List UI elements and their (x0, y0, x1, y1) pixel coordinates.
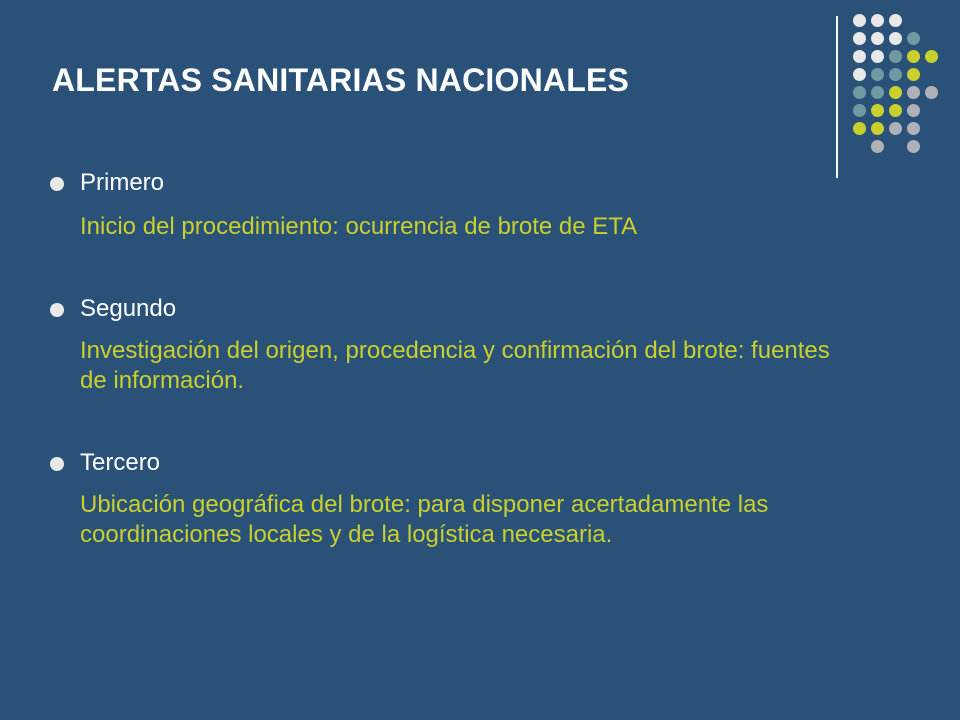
item-heading: Tercero (80, 449, 161, 476)
decorative-dot (871, 50, 884, 63)
decorative-dot (853, 68, 866, 81)
decorative-dot (871, 140, 884, 153)
decorative-dot (925, 50, 938, 63)
decorative-dot (871, 32, 884, 45)
decorative-dot (853, 14, 866, 27)
list-item (46, 448, 846, 550)
decorative-dot (853, 50, 866, 63)
decorative-dot (889, 86, 902, 99)
item-description: Ubicación geográfica del brote: para disponer acertadamente las coordinaciones locales y de la logística necesaria. (80, 491, 769, 548)
item-description: Investigación del origen, procedencia y confirmación del brote: fuentes de información. (80, 337, 830, 394)
bullet-icon (50, 457, 64, 471)
list-item (46, 294, 846, 396)
item-description: Inicio del procedimiento: ocurrencia de brote de ETA (80, 213, 638, 240)
decorative-dot (871, 14, 884, 27)
decorative-dot (907, 32, 920, 45)
decorative-dot (907, 140, 920, 153)
decorative-dot (853, 104, 866, 117)
decorative-dot (925, 86, 938, 99)
item-heading: Primero (80, 169, 165, 196)
decorative-dot (853, 122, 866, 135)
decorative-dot (907, 104, 920, 117)
decorative-dot-grid (853, 14, 943, 158)
decorative-dot (871, 86, 884, 99)
bullet-icon (50, 177, 64, 191)
decorative-dot (889, 122, 902, 135)
decorative-dot (871, 104, 884, 117)
decorative-dot (889, 32, 902, 45)
decorative-dot (907, 50, 920, 63)
bullet-icon (50, 303, 64, 317)
decorative-dot (889, 104, 902, 117)
decorative-dot (907, 122, 920, 135)
decorative-dot (889, 50, 902, 63)
bullet-list (46, 168, 846, 550)
decorative-dot (907, 68, 920, 81)
decorative-dot (871, 122, 884, 135)
decorative-dot (889, 68, 902, 81)
decorative-dot (871, 68, 884, 81)
slide-title: ALERTAS SANITARIAS NACIONALES (52, 62, 630, 98)
decorative-dot (853, 32, 866, 45)
decorative-divider-line (836, 16, 838, 178)
item-heading: Segundo (80, 295, 177, 322)
list-item (46, 168, 846, 242)
decorative-dot (907, 86, 920, 99)
decorative-dot (853, 86, 866, 99)
decorative-dot (889, 14, 902, 27)
